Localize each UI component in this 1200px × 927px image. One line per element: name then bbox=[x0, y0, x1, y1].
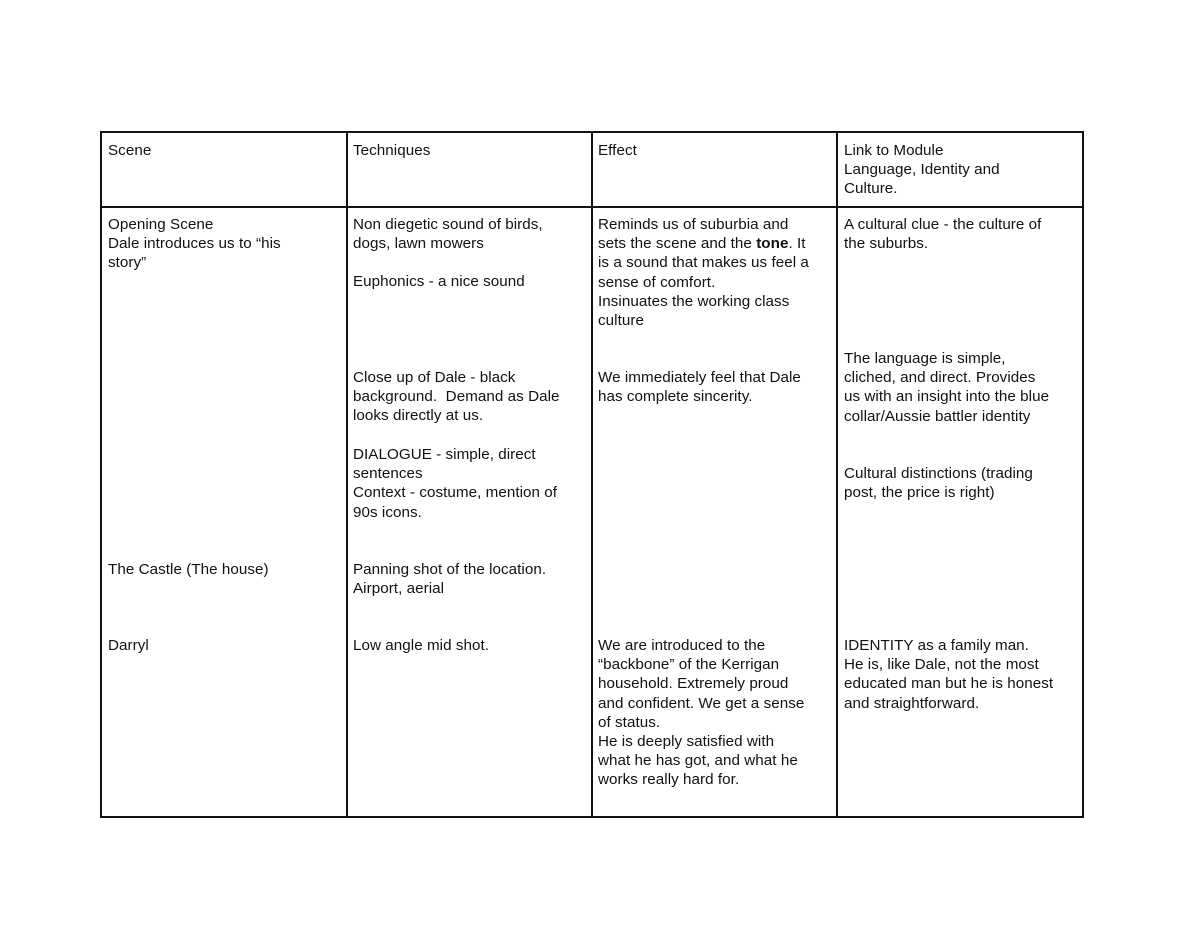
link-language: The language is simple, cliched, and direct. Provides us with an insight into the blue collar/Aussie battler identity bbox=[844, 350, 1050, 425]
link-identity: IDENTITY as a family man. He is, like Dale, not the most educated man but he is honest and straightforward. bbox=[844, 637, 1054, 712]
link-cultural-clue: A cultural clue - the culture of the suburbs. bbox=[844, 216, 1042, 253]
technique-sound: Non diegetic sound of birds, dogs, lawn mowers bbox=[353, 216, 543, 253]
column-divider bbox=[346, 133, 348, 816]
technique-euphonics: Euphonics - a nice sound bbox=[353, 273, 525, 290]
scene-castle: The Castle (The house) bbox=[108, 561, 269, 578]
effect-darryl: We are introduced to the “backbone” of the Kerrigan household. Extremely proud and confident. We get a sense of status. He is deeply satisfied with what he has got, and what he works really hard for. bbox=[598, 637, 805, 789]
scene-opening: Opening Scene Dale introduces us to “his story” bbox=[108, 216, 281, 272]
header-effect: Effect bbox=[598, 142, 637, 159]
column-divider bbox=[836, 133, 838, 816]
technique-low-angle: Low angle mid shot. bbox=[353, 637, 490, 654]
header-scene: Scene bbox=[108, 142, 152, 159]
effect-suburbia: Reminds us of suburbia and sets the scene and the tone. It is a sound that makes us feel a sense of comfort. Insinuates the working class culture bbox=[598, 216, 809, 330]
header-row-divider bbox=[102, 206, 1082, 208]
technique-closeup: Close up of Dale - black background. Demand as Dale looks directly at us. bbox=[353, 369, 560, 425]
technique-dialogue: DIALOGUE - simple, direct sentences Context - costume, mention of 90s icons. bbox=[353, 446, 558, 521]
header-techniques: Techniques bbox=[353, 142, 431, 159]
effect-sincerity: We immediately feel that Dale has complete sincerity. bbox=[598, 369, 801, 406]
header-link-to-module: Link to Module Language, Identity and Culture. bbox=[844, 142, 1000, 198]
scene-darryl: Darryl bbox=[108, 637, 149, 654]
column-divider bbox=[591, 133, 593, 816]
bold-tone: tone bbox=[756, 235, 789, 253]
technique-panning: Panning shot of the location. Airport, aerial bbox=[353, 561, 547, 598]
link-cultural-distinctions: Cultural distinctions (trading post, the price is right) bbox=[844, 465, 1033, 502]
